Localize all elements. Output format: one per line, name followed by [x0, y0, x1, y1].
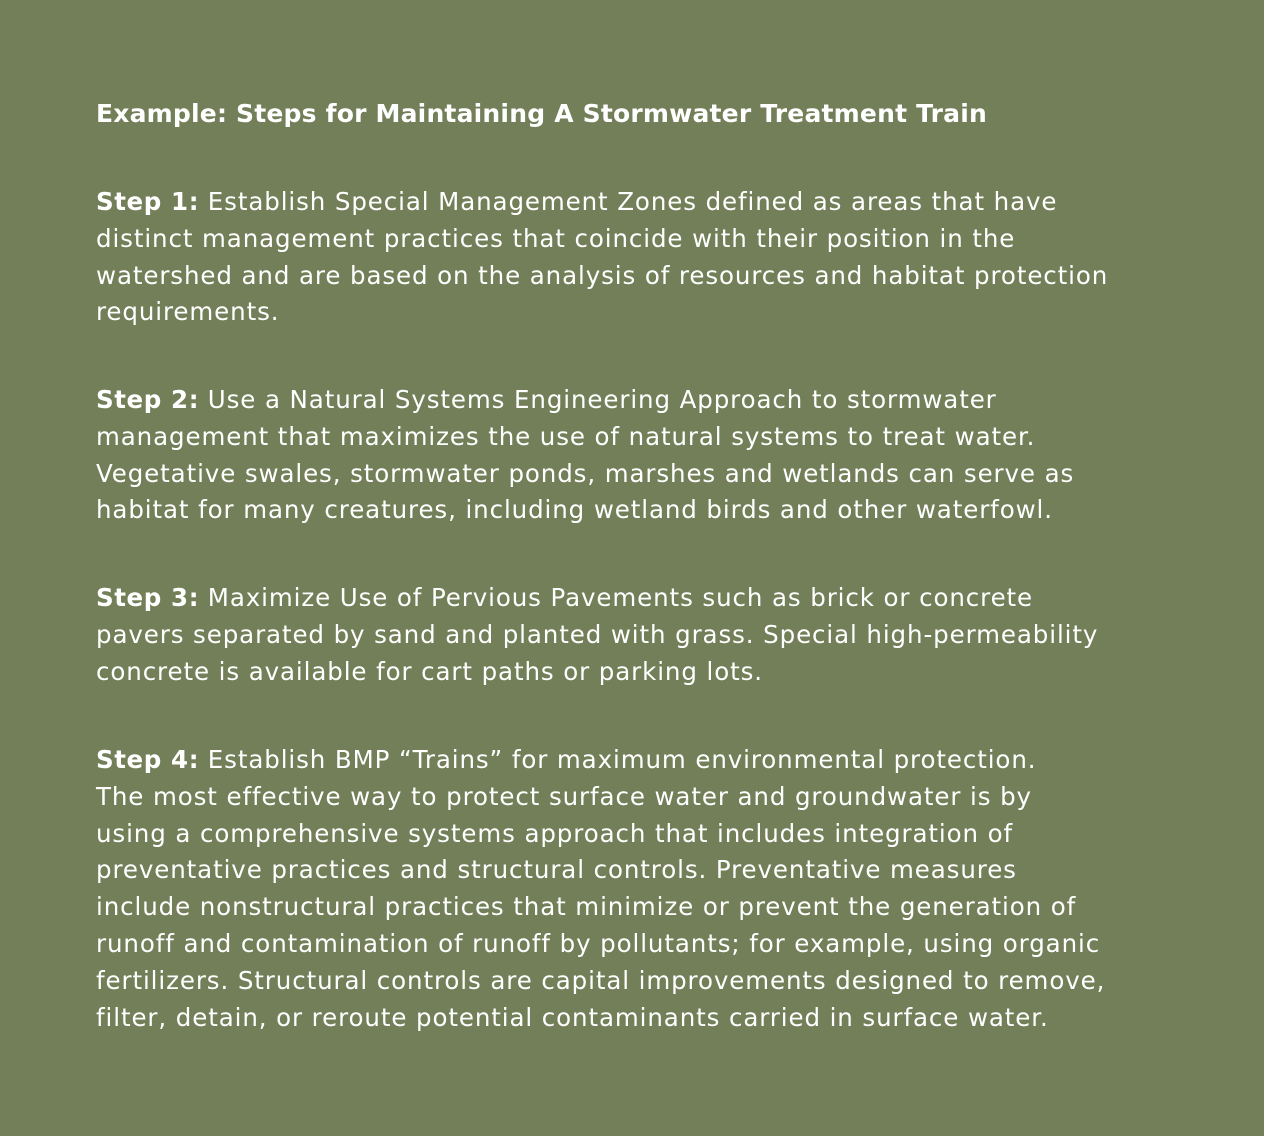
step-1-line-2: distinct management practices that coincide with their position in the — [96, 223, 1016, 253]
step-1-line-3: watershed and are based on the analysis of resources and habitat protection — [96, 260, 1109, 290]
step-3-text-1: Maximize Use of Pervious Pavements such as brick or concrete — [207, 583, 1034, 612]
panel-title: Example: Steps for Maintaining A Stormwater Treatment Train — [96, 99, 987, 128]
step-4-line-1 — [96, 742, 1186, 779]
step-1-label: Step 1: — [96, 187, 200, 216]
step-2-line-1 — [96, 382, 1186, 419]
step-4-text-1: Establish BMP “Trains” for maximum environmental protection. — [207, 745, 1037, 774]
step-4-label: Step 4: — [96, 745, 200, 774]
step-4-paragraph — [96, 742, 1186, 1036]
step-3-line-1 — [96, 580, 1186, 617]
step-1-text-1: Establish Special Management Zones defined as areas that have — [207, 187, 1058, 216]
step-4-line-2: The most effective way to protect surface water and groundwater is by — [96, 781, 1032, 811]
step-1-paragraph — [96, 184, 1186, 331]
step-3-label: Step 3: — [96, 583, 200, 612]
step-2-paragraph — [96, 382, 1186, 529]
step-4-line-5: include nonstructural practices that minimize or prevent the generation of — [96, 892, 1077, 922]
step-3-paragraph — [96, 580, 1186, 690]
step-1-line-1 — [96, 184, 1186, 221]
step-1-line-4: requirements. — [96, 297, 280, 327]
step-2-text-1: Use a Natural Systems Engineering Approach to stormwater — [207, 385, 997, 414]
step-2-line-4: habitat for many creatures, including wetland birds and other waterfowl. — [96, 495, 1053, 525]
step-3-line-2: pavers separated by sand and planted with grass. Special high-permeability — [96, 619, 1099, 649]
step-4-line-4: preventative practices and structural controls. Preventative measures — [96, 855, 1017, 885]
step-2-line-3: Vegetative swales, stormwater ponds, marshes and wetlands can serve as — [96, 458, 1075, 488]
step-4-line-3: using a comprehensive systems approach that includes integration of — [96, 818, 1014, 848]
step-2-label: Step 2: — [96, 385, 200, 414]
step-3-line-3: concrete is available for cart paths or parking lots. — [96, 656, 763, 686]
step-2-line-2: management that maximizes the use of natural systems to treat water. — [96, 421, 1036, 451]
step-4-line-7: fertilizers. Structural controls are capital improvements designed to remove, — [96, 965, 1106, 995]
step-4-line-6: runoff and contamination of runoff by pollutants; for example, using organic — [96, 928, 1101, 958]
step-4-line-8: filter, detain, or reroute potential contaminants carried in surface water. — [96, 1002, 1049, 1032]
